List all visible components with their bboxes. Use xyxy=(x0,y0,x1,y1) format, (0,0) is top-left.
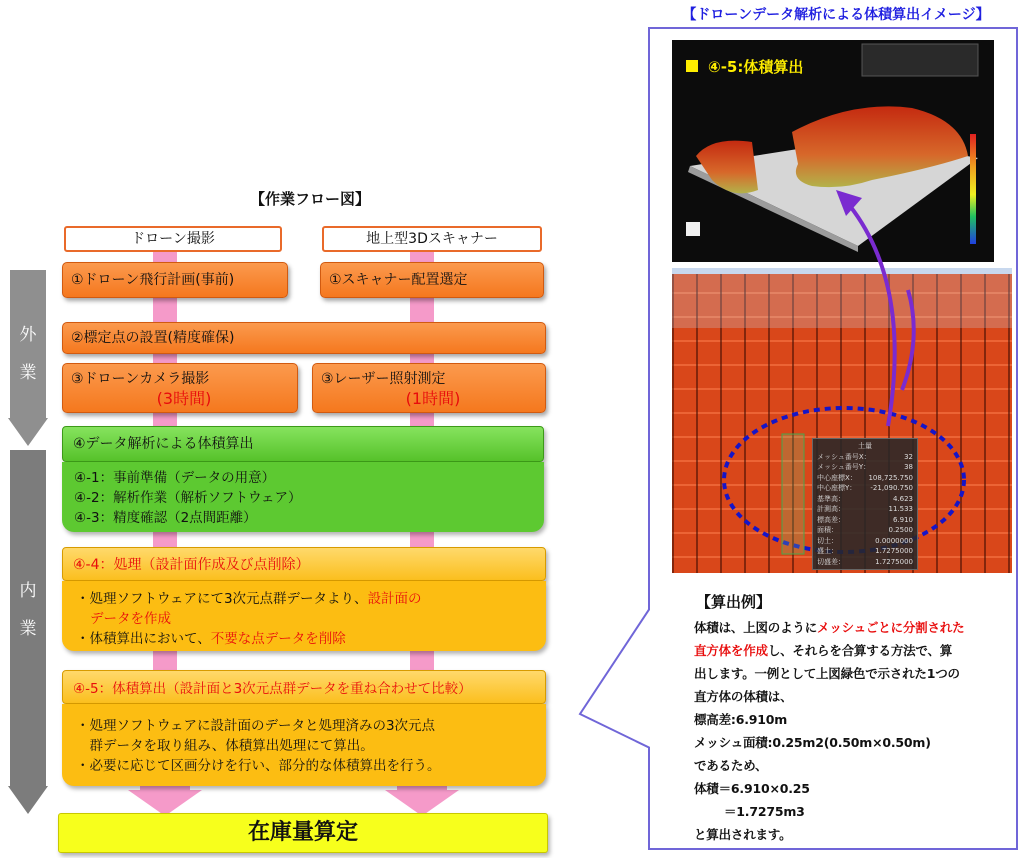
popup-row-key: 切土： xyxy=(817,536,838,545)
calc-title: 【算出例】 xyxy=(696,593,772,611)
step2-box: ②標定点の設置(精度確保) xyxy=(62,322,546,354)
side-label-outer xyxy=(8,316,48,392)
popup-row xyxy=(817,504,913,515)
step1-scanner-box: ①スキャナー配置選定 xyxy=(320,262,544,298)
step4-item: ④-1：事前準備（データの用意） xyxy=(74,470,276,486)
mesh-info-popup xyxy=(812,438,918,570)
step4-4-line1-text: ・処理ソフトウェアにて3次元点群データより、 xyxy=(76,591,368,607)
popup-row-value: 6.910 xyxy=(892,515,913,524)
popup-title: 土量 xyxy=(858,442,872,450)
popup-row xyxy=(817,546,913,557)
step3-scanner-label: ③レーザー照射測定 xyxy=(321,371,446,387)
calc-line: 体積＝6.910×0.25 xyxy=(694,781,810,796)
popup-row xyxy=(817,452,913,463)
step3-drone-label: ③ドローンカメラ撮影 xyxy=(71,371,210,387)
step1-drone-box: ①ドローン飛行計画(事前) xyxy=(62,262,288,298)
side-label-inner-1: 内 xyxy=(19,581,37,601)
side-label-outer-2: 業 xyxy=(19,363,37,383)
popup-row xyxy=(817,494,913,505)
step4-4-head: ④-4：処理（設計面作成及び点削除） xyxy=(62,547,546,581)
step4-item: ④-2：解析作業（解析ソフトウェア） xyxy=(74,490,302,506)
final-box: 在庫量算定 xyxy=(58,813,548,853)
flow-arrow-right xyxy=(385,784,459,816)
popup-row-key: メッシュ番号X： xyxy=(817,452,871,461)
step3-drone-time: (3時間) xyxy=(156,389,212,408)
step4-5-head: ④-5：体積算出（設計面と3次元点群データを重ね合わせて比較） xyxy=(62,670,546,704)
step4-4-line3 xyxy=(76,629,532,649)
popup-row-value: 0.2500 xyxy=(888,526,913,534)
source-drone-label: ドローン撮影 xyxy=(64,226,282,252)
step4-5-line: 群データを取り組み、体積算出処理にて算出。 xyxy=(76,738,374,754)
popup-row-key: 盛土： xyxy=(817,547,838,555)
popup-row-value: 4.623 xyxy=(892,494,913,503)
step4-5-line: ・必要に応じて区画分けを行い、部分的な体積算出を行う。 xyxy=(76,758,441,774)
popup-row-value: 32 xyxy=(904,452,913,461)
calc-line xyxy=(694,616,1004,639)
source-scanner-label: 地上型3Dスキャナー xyxy=(322,226,542,252)
step3-scanner-time: (1時間) xyxy=(405,389,461,408)
step4-4-line3-highlight: 不要な点データを削除 xyxy=(210,631,346,647)
calc-line: 標高差:6.910m xyxy=(694,712,788,727)
flow-arrow-left xyxy=(128,784,202,816)
calc-line-1a: 体積は、上図のように xyxy=(694,620,818,635)
step4-4-line1 xyxy=(76,589,532,609)
popup-row-value: 38 xyxy=(904,463,913,471)
side-label-outer-1: 外 xyxy=(19,325,37,345)
flow-title: 【作業フロー図】 xyxy=(249,190,370,208)
step4-4-line3-text: ・体積算出において、 xyxy=(76,631,211,647)
step3-drone-box xyxy=(62,363,298,413)
calc-line xyxy=(694,639,1004,662)
calc-line: 出します。一例として上図緑色で示された1つの xyxy=(694,666,960,681)
step4-4-line1-highlight: 設計面の xyxy=(367,591,422,607)
popup-row-key: メッシュ番号Y： xyxy=(817,463,871,471)
popup-row-value: 108,725.750 xyxy=(868,473,913,482)
step3-scanner-box xyxy=(312,363,546,413)
popup-row-value: 1.7275000 xyxy=(875,557,913,566)
popup-row-key: 切盛差： xyxy=(817,557,845,566)
calc-line-2a: 直方体を作成 xyxy=(694,643,768,658)
popup-row-key: 標高差： xyxy=(817,515,845,524)
step4-head: ④データ解析による体積算出 xyxy=(62,426,544,462)
popup-row-value: 1.7275000 xyxy=(875,547,913,555)
step4-4-line2: データを作成 xyxy=(90,611,171,627)
popup-row xyxy=(817,473,913,484)
popup-row xyxy=(817,515,913,526)
calc-line: ＝1.7275m3 xyxy=(724,804,805,819)
popup-row-value: 11.533 xyxy=(888,505,913,513)
popup-row-value: 0.0000000 xyxy=(875,536,913,545)
link-arrow xyxy=(820,176,900,428)
side-label-inner xyxy=(8,572,48,648)
side-label-inner-2: 業 xyxy=(19,619,37,639)
step4-5-body xyxy=(62,704,546,786)
callout-pointer xyxy=(578,608,650,748)
calc-line: であるため、 xyxy=(694,758,768,773)
calc-line-2b: し、それらを合算する方法で、算 xyxy=(767,643,953,658)
popup-row-key: 中心座標X： xyxy=(817,473,857,482)
calc-line: と算出されます。 xyxy=(694,827,792,842)
popup-rows xyxy=(817,452,913,568)
popup-row-key: 基準高： xyxy=(817,494,845,503)
popup-row-value: -21,090.750 xyxy=(870,484,913,492)
step4-item: ④-3：精度確認（2点間距離） xyxy=(74,510,257,526)
calc-line-1b: メッシュごとに分割された xyxy=(817,620,965,635)
step4-4-body xyxy=(62,581,546,651)
step4-5-line: ・処理ソフトウェアに設計面のデータと処理済みの3次元点 xyxy=(76,718,436,734)
popup-row-key: 計測高： xyxy=(817,505,845,513)
step4-body xyxy=(62,462,544,532)
calc-line: メッシュ面積:0.25m2(0.50m×0.50m) xyxy=(694,735,931,750)
calc-line: 直方体の体積は、 xyxy=(694,689,793,704)
popup-row xyxy=(817,557,913,568)
popup-row xyxy=(817,483,913,494)
calc-body xyxy=(694,616,1004,846)
popup-row xyxy=(817,525,913,536)
popup-row-key: 中心座標Y： xyxy=(817,484,857,492)
popup-row-key: 面積： xyxy=(817,526,838,534)
photo-label: ④-5:体積算出 xyxy=(708,58,804,76)
image-panel-title: 【ドローンデータ解析による体積算出イメージ】 xyxy=(682,7,990,23)
popup-row xyxy=(817,536,913,547)
popup-row xyxy=(817,462,913,473)
